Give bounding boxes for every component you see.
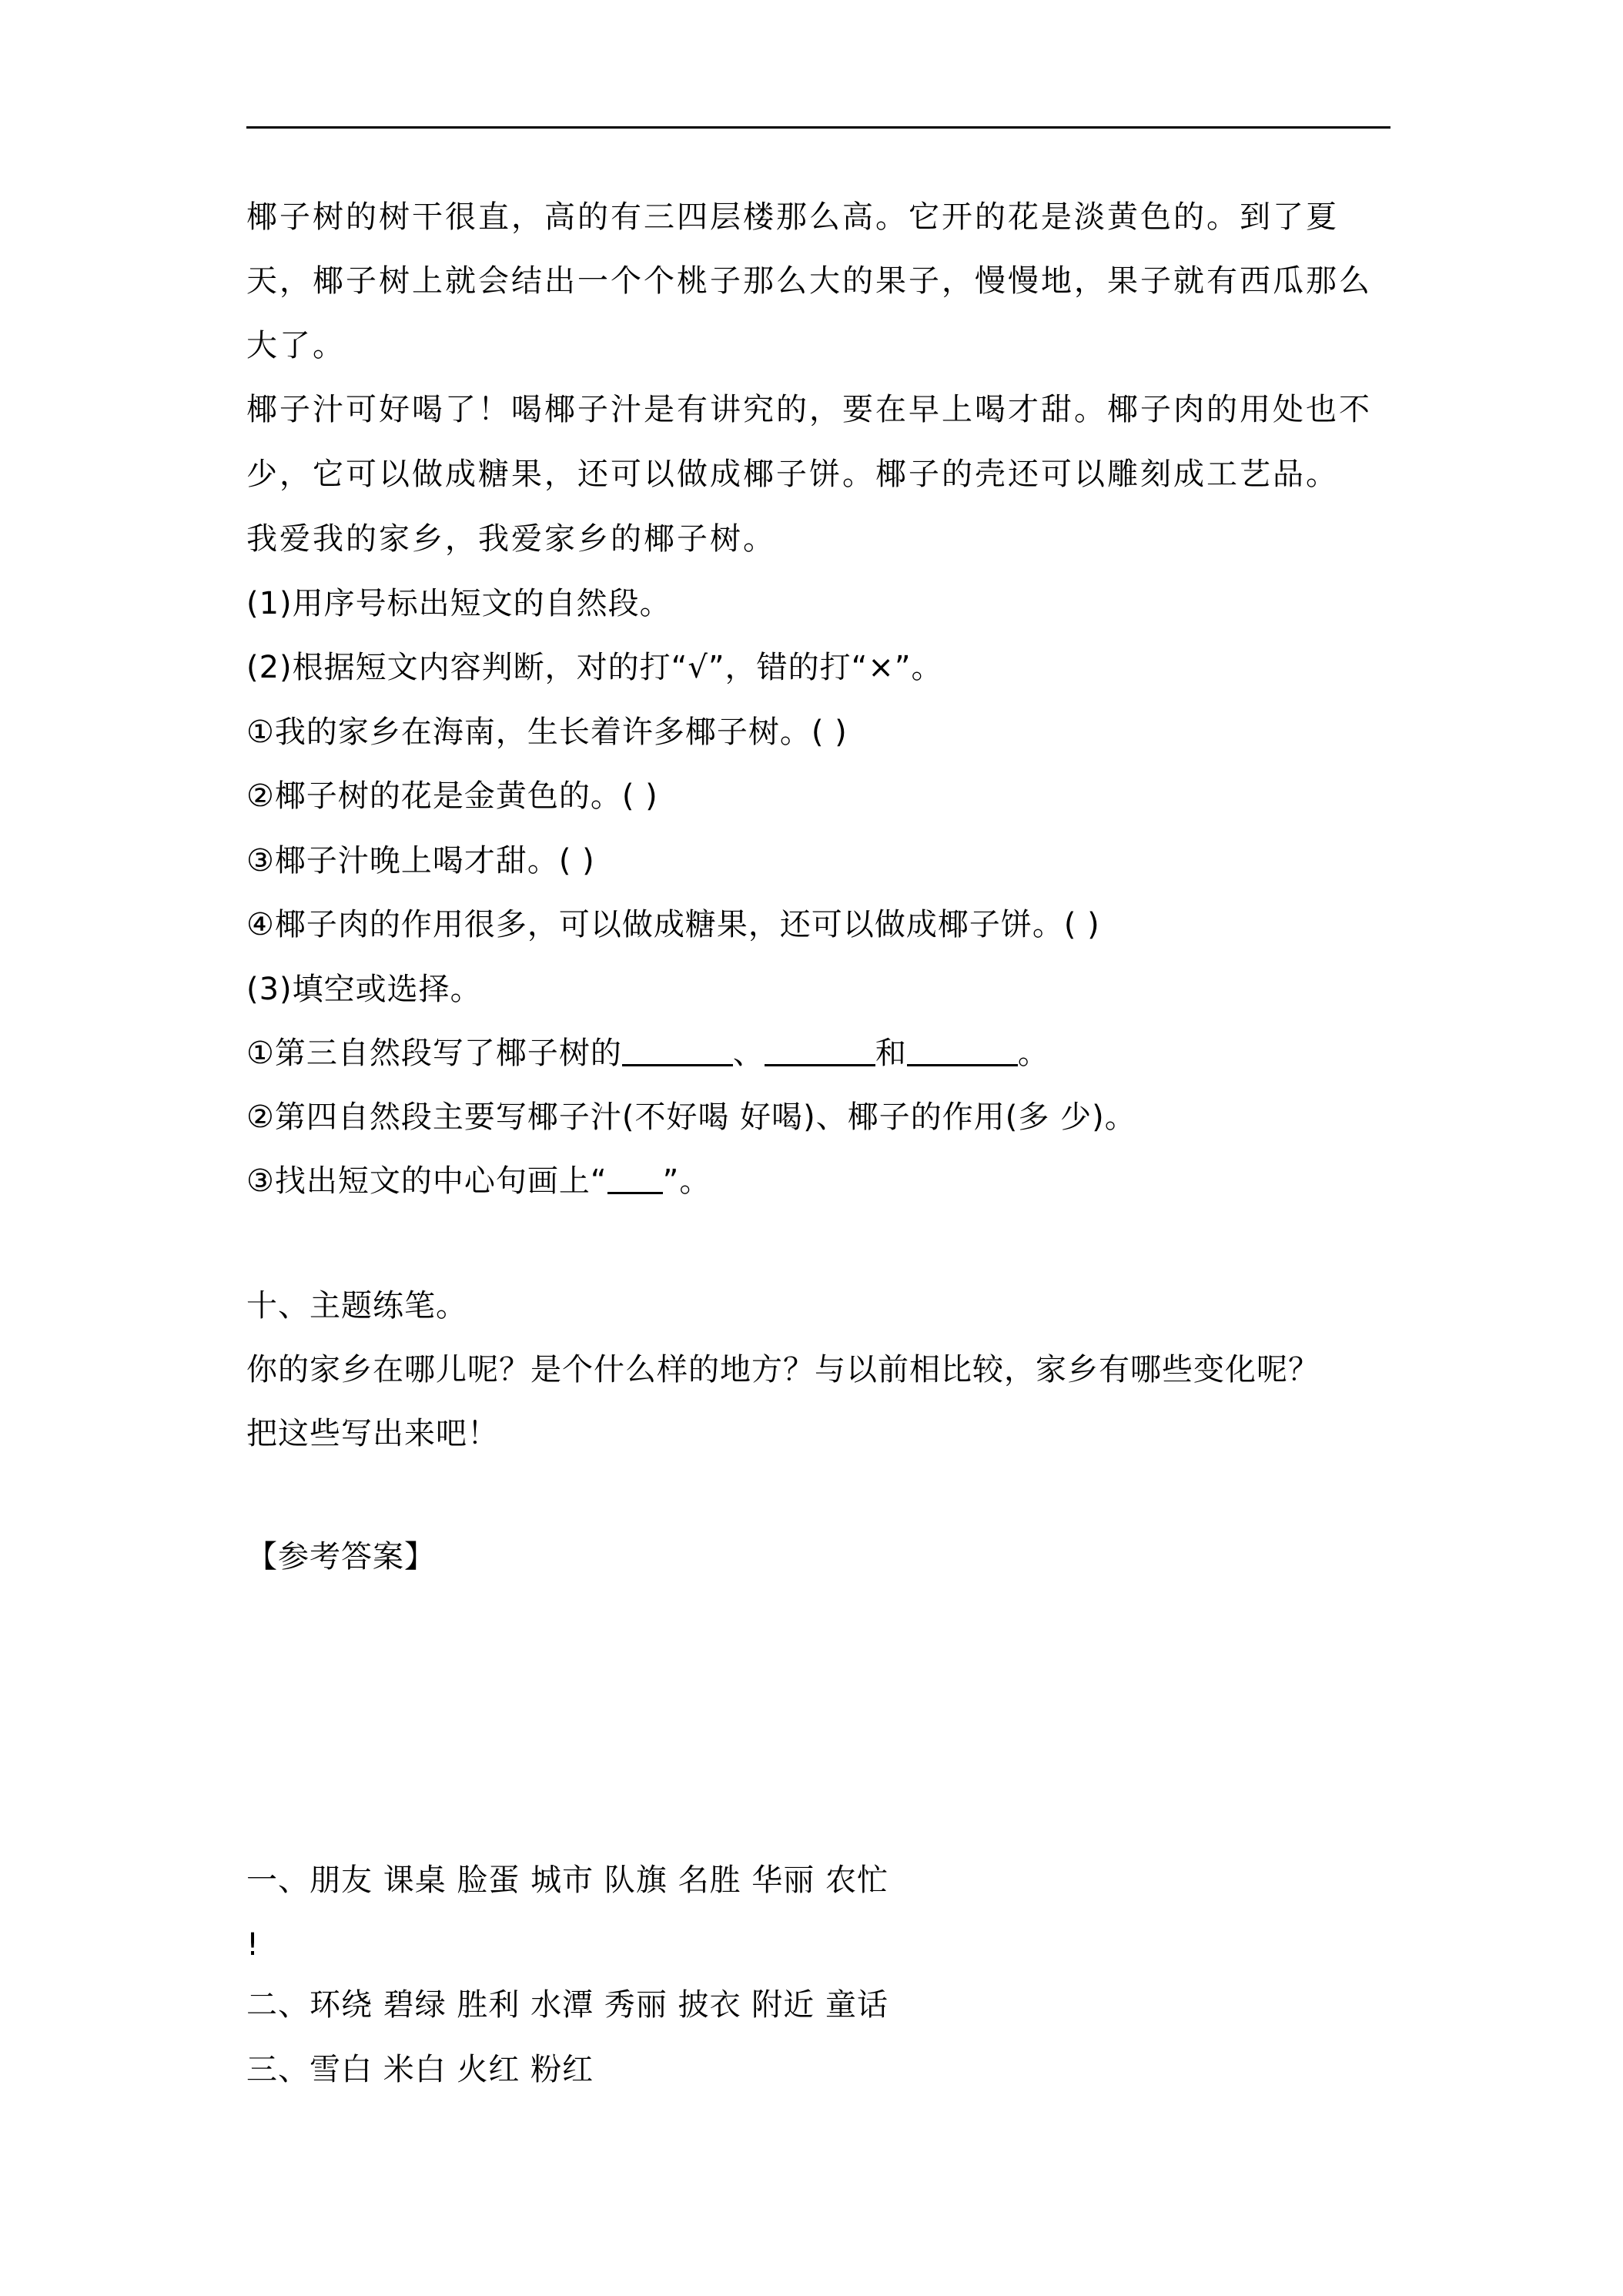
- question-3-item-1-prefix: ①第三自然段写了椰子树的: [246, 1036, 622, 1071]
- answers-heading: 【参考答案】: [246, 1539, 436, 1575]
- question-2-item-3: ③椰子汁晚上喝才甜。( ): [246, 843, 595, 879]
- question-3-item-1-sep1: 、: [732, 1036, 765, 1071]
- section-ten-line2: 把这些写出来吧！: [246, 1416, 499, 1451]
- answer-3: 三、雪白 米白 火红 粉红: [246, 2052, 594, 2087]
- question-2-item-4: ④椰子肉的作用很多，可以做成糖果，还可以做成椰子饼。( ): [246, 907, 1100, 942]
- passage-p2-line2: 少，它可以做成糖果，还可以做成椰子饼。椰子的壳还可以雕刻成工艺品。: [246, 457, 1339, 492]
- question-3-item-1: [246, 1035, 1049, 1072]
- passage-p1-line2: 天，椰子树上就会结出一个个桃子那么大的果子，慢慢地，果子就有西瓜那么: [246, 263, 1372, 299]
- header-rule: [246, 126, 1390, 129]
- fill-blank-1[interactable]: [622, 1036, 733, 1066]
- answer-2: 二、环绕 碧绿 胜利 水潭 秀丽 披衣 附近 童话: [246, 1987, 889, 2023]
- answer-1: 一、朋友 课桌 脸蛋 城市 队旗 名胜 华丽 农忙: [246, 1863, 889, 1898]
- question-3-item-1-sep2: 和: [875, 1036, 907, 1071]
- question-2-item-1: ①我的家乡在海南，生长着许多椰子树。( ): [246, 715, 848, 750]
- passage-p2-line1: 椰子汁可好喝了！喝椰子汁是有讲究的，要在早上喝才甜。椰子肉的用处也不: [246, 392, 1372, 427]
- question-3-item-1-suffix: 。: [1017, 1036, 1049, 1071]
- question-2: (2)根据短文内容判断，对的打“√”，错的打“×”。: [246, 650, 943, 685]
- question-2-item-2: ②椰子树的花是金黄色的。( ): [246, 778, 658, 814]
- passage-p3-line1: 我爱我的家乡，我爱家乡的椰子树。: [246, 521, 776, 557]
- fill-blank-3[interactable]: [907, 1036, 1018, 1066]
- passage-p1-line3: 大了。: [246, 328, 346, 363]
- section-ten-title: 十、主题练笔。: [246, 1288, 467, 1324]
- answer-1-extra: !: [246, 1927, 260, 1963]
- question-3-item-3-prefix: ③找出短文的中心句画上“: [246, 1163, 607, 1199]
- fill-blank-4[interactable]: [607, 1164, 663, 1194]
- question-1: (1)用序号标出短文的自然段。: [246, 586, 671, 621]
- question-3-item-3-suffix: ”。: [662, 1163, 711, 1199]
- passage-p1-line1: 椰子树的树干很直，高的有三四层楼那么高。它开的花是淡黄色的。到了夏: [246, 199, 1339, 235]
- fill-blank-2[interactable]: [765, 1036, 875, 1066]
- question-3-item-3: [246, 1163, 711, 1200]
- question-3: (3)填空或选择。: [246, 972, 482, 1007]
- question-3-item-2: ②第四自然段主要写椰子汁(不好喝 好喝)、椰子的作用(多 少)。: [246, 1099, 1136, 1135]
- section-ten-line1: 你的家乡在哪儿呢？是个什么样的地方？与以前相比较，家乡有哪些变化呢？: [246, 1352, 1320, 1387]
